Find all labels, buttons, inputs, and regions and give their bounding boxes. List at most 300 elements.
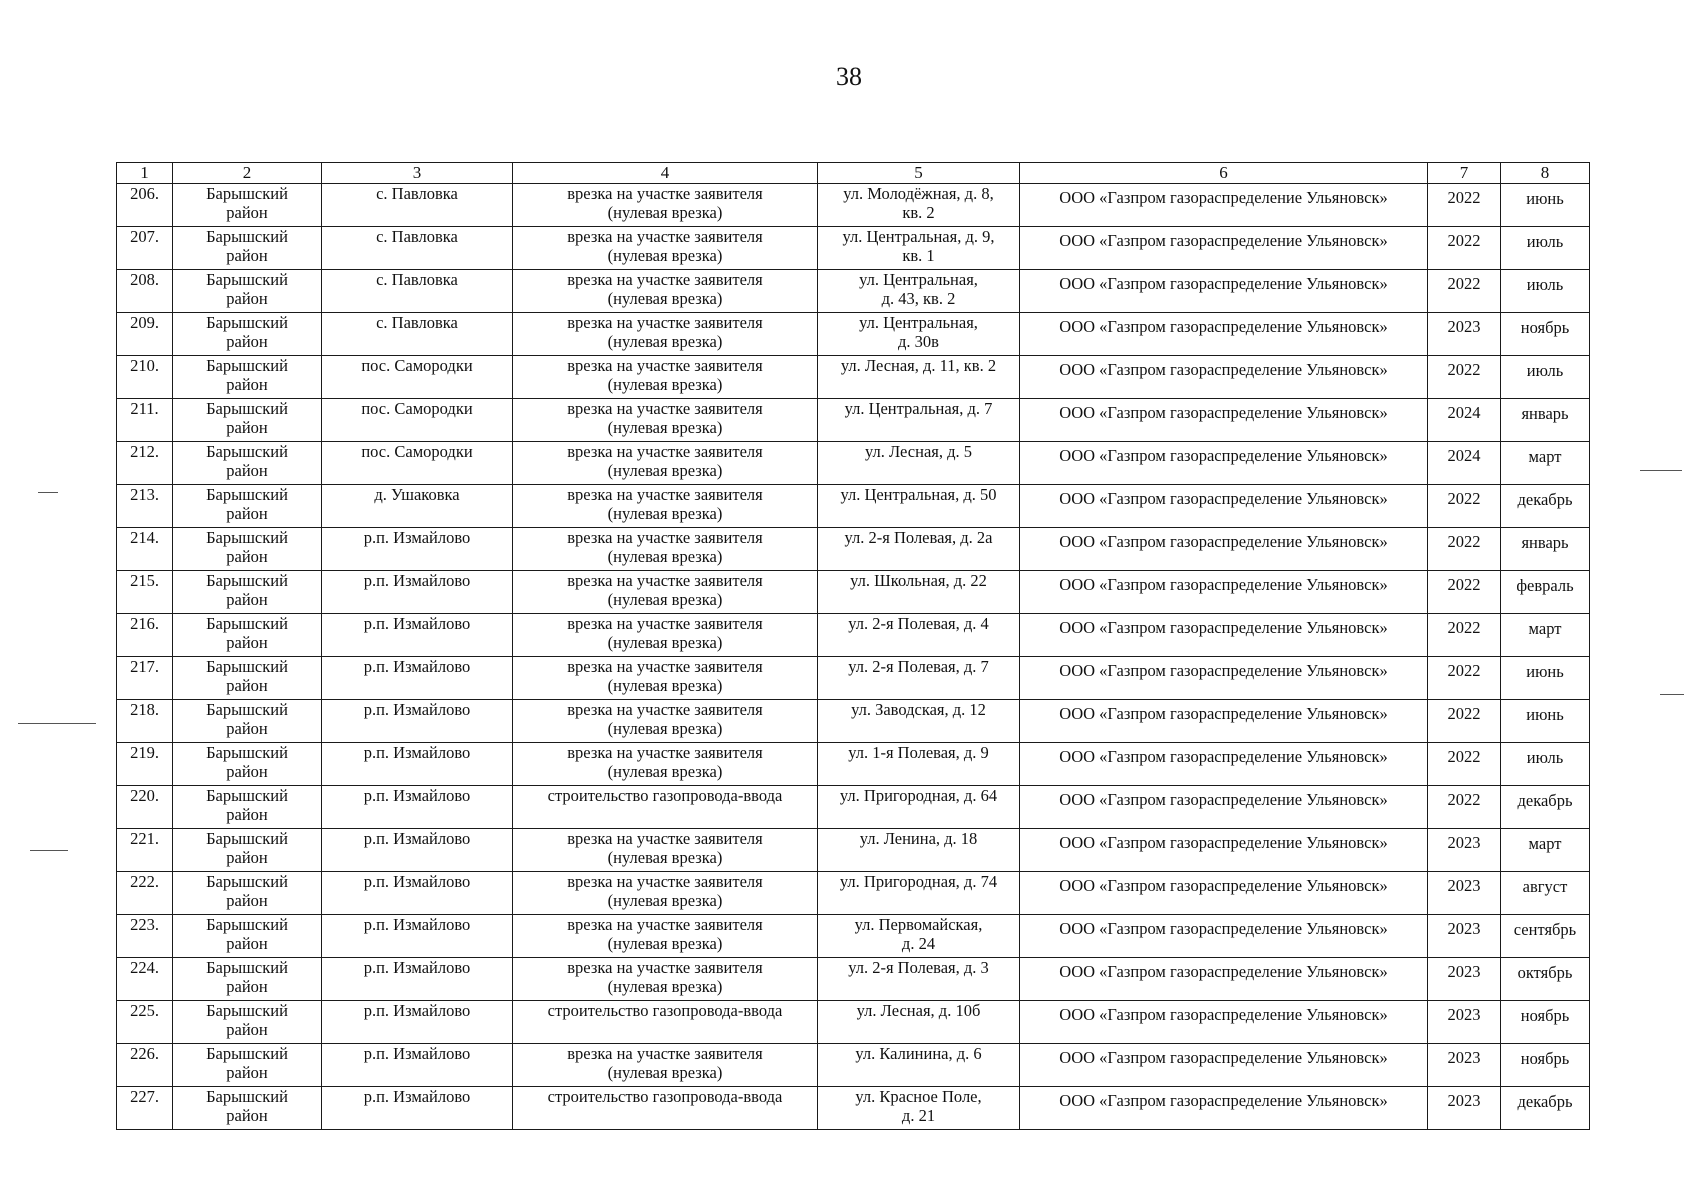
address-line: кв. 1	[902, 246, 935, 265]
work-type-cell	[513, 786, 818, 829]
district-line: Барышский	[206, 227, 288, 246]
address-line: ул. 2-я Полевая, д. 7	[848, 657, 989, 676]
locality: с. Павловка	[376, 184, 458, 203]
row-number: 217.	[130, 657, 159, 676]
district-line: Барышский	[206, 528, 288, 547]
year-cell	[1428, 313, 1501, 356]
address-line: ул. Первомайская,	[854, 915, 983, 934]
district-line: район	[226, 332, 268, 351]
row-number-cell	[117, 399, 173, 442]
locality-cell	[322, 356, 513, 399]
row-number-cell	[117, 700, 173, 743]
locality: р.п. Измайлово	[363, 1087, 471, 1106]
month: июнь	[1526, 662, 1564, 681]
locality: с. Павловка	[376, 313, 458, 332]
row-number: 214.	[130, 528, 159, 547]
locality-cell	[322, 270, 513, 313]
work-type-line: строительство газопровода-ввода	[547, 786, 783, 805]
month: июль	[1526, 361, 1564, 380]
address-cell	[818, 313, 1020, 356]
month-cell	[1501, 442, 1590, 485]
year-cell	[1428, 872, 1501, 915]
work-type-cell	[513, 485, 818, 528]
work-type-line: врезка на участке заявителя	[567, 356, 763, 375]
district-line: Барышский	[206, 313, 288, 332]
year: 2023	[1447, 962, 1481, 981]
organization-cell	[1020, 743, 1428, 786]
locality-cell	[322, 872, 513, 915]
month-cell	[1501, 915, 1590, 958]
district-cell	[173, 829, 322, 872]
locality: р.п. Измайлово	[363, 743, 471, 762]
month: июнь	[1526, 705, 1564, 724]
address-line: ул. Центральная, д. 50	[840, 485, 997, 504]
year-cell	[1428, 657, 1501, 700]
work-type-cell	[513, 227, 818, 270]
address-cell	[818, 485, 1020, 528]
district-line: Барышский	[206, 657, 288, 676]
organization-cell	[1020, 270, 1428, 313]
work-type-line: врезка на участке заявителя	[567, 958, 763, 977]
work-type-line: врезка на участке заявителя	[567, 270, 763, 289]
address-cell	[818, 614, 1020, 657]
table-body	[117, 184, 1590, 1130]
address-cell	[818, 528, 1020, 571]
row-number-cell	[117, 356, 173, 399]
month-cell	[1501, 1001, 1590, 1044]
month: февраль	[1516, 576, 1574, 595]
work-type-line: (нулевая врезка)	[607, 332, 723, 351]
district-cell	[173, 571, 322, 614]
district-line: район	[226, 762, 268, 781]
work-type-line: (нулевая врезка)	[607, 504, 723, 523]
year-cell	[1428, 442, 1501, 485]
district-line: Барышский	[206, 1001, 288, 1020]
organization: ООО «Газпром газораспределение Ульяновск»	[1059, 1048, 1388, 1067]
district-line: Барышский	[206, 958, 288, 977]
district-line: район	[226, 977, 268, 996]
organization-cell	[1020, 571, 1428, 614]
row-number: 219.	[130, 743, 159, 762]
district-line: Барышский	[206, 829, 288, 848]
work-type-cell	[513, 915, 818, 958]
row-number-cell	[117, 227, 173, 270]
work-type-line: (нулевая врезка)	[607, 848, 723, 867]
locality-cell	[322, 1087, 513, 1130]
month: август	[1522, 877, 1568, 896]
row-number: 211.	[130, 399, 159, 418]
work-type-line: (нулевая врезка)	[607, 418, 723, 437]
organization: ООО «Газпром газораспределение Ульяновск»	[1059, 575, 1388, 594]
work-type-line: врезка на участке заявителя	[567, 571, 763, 590]
month-cell	[1501, 1044, 1590, 1087]
address-line: ул. Красное Поле,	[855, 1087, 982, 1106]
address-cell	[818, 571, 1020, 614]
locality-cell	[322, 700, 513, 743]
column-header: 4	[513, 163, 818, 184]
locality-cell	[322, 571, 513, 614]
organization: ООО «Газпром газораспределение Ульяновск»	[1059, 317, 1388, 336]
year: 2022	[1447, 360, 1481, 379]
address-line: ул. Заводская, д. 12	[851, 700, 986, 719]
work-type-line: (нулевая врезка)	[607, 1063, 723, 1082]
locality: пос. Самородки	[361, 399, 473, 418]
year-cell	[1428, 399, 1501, 442]
locality-cell	[322, 485, 513, 528]
locality-cell	[322, 786, 513, 829]
work-type-cell	[513, 1044, 818, 1087]
row-number: 216.	[130, 614, 159, 633]
district-line: Барышский	[206, 743, 288, 762]
work-type-line: (нулевая врезка)	[607, 633, 723, 652]
district-line: район	[226, 246, 268, 265]
organization: ООО «Газпром газораспределение Ульяновск»	[1059, 231, 1388, 250]
table-row	[117, 700, 1590, 743]
month: июль	[1526, 275, 1564, 294]
work-type-line: врезка на участке заявителя	[567, 485, 763, 504]
work-type-line: (нулевая врезка)	[607, 203, 723, 222]
year-cell	[1428, 270, 1501, 313]
organization-cell	[1020, 786, 1428, 829]
address-cell	[818, 743, 1020, 786]
table-row	[117, 485, 1590, 528]
address-cell	[818, 786, 1020, 829]
district-cell	[173, 700, 322, 743]
table-row	[117, 528, 1590, 571]
row-number: 210.	[130, 356, 159, 375]
address-cell	[818, 657, 1020, 700]
work-type-cell	[513, 614, 818, 657]
month: декабрь	[1517, 490, 1573, 509]
address-cell	[818, 399, 1020, 442]
organization: ООО «Газпром газораспределение Ульяновск»	[1059, 747, 1388, 766]
month: март	[1528, 834, 1562, 853]
work-type-cell	[513, 184, 818, 227]
work-type-line: (нулевая врезка)	[607, 461, 723, 480]
address-line: ул. 2-я Полевая, д. 2а	[844, 528, 993, 547]
organization-cell	[1020, 958, 1428, 1001]
locality-cell	[322, 528, 513, 571]
organization-cell	[1020, 1087, 1428, 1130]
work-type-cell	[513, 313, 818, 356]
district-line: Барышский	[206, 270, 288, 289]
district-line: район	[226, 1020, 268, 1039]
district-line: Барышский	[206, 786, 288, 805]
year: 2022	[1447, 274, 1481, 293]
organization-cell	[1020, 700, 1428, 743]
organization-cell	[1020, 829, 1428, 872]
work-type-line: врезка на участке заявителя	[567, 700, 763, 719]
locality: р.п. Измайлово	[363, 528, 471, 547]
organization: ООО «Газпром газораспределение Ульяновск»	[1059, 661, 1388, 680]
district-line: Барышский	[206, 1087, 288, 1106]
year-cell	[1428, 1044, 1501, 1087]
district-line: район	[226, 1106, 268, 1125]
organization-cell	[1020, 227, 1428, 270]
row-number-cell	[117, 1001, 173, 1044]
row-number: 215.	[130, 571, 159, 590]
district-line: район	[226, 418, 268, 437]
district-line: Барышский	[206, 700, 288, 719]
locality: р.п. Измайлово	[363, 915, 471, 934]
month: январь	[1521, 533, 1569, 552]
address-line: ул. 2-я Полевая, д. 4	[848, 614, 989, 633]
table-row	[117, 614, 1590, 657]
work-type-line: врезка на участке заявителя	[567, 399, 763, 418]
address-line: кв. 2	[902, 203, 935, 222]
organization-cell	[1020, 485, 1428, 528]
address-cell	[818, 958, 1020, 1001]
organization-cell	[1020, 313, 1428, 356]
district-line: район	[226, 676, 268, 695]
row-number: 212.	[130, 442, 159, 461]
work-type-line: строительство газопровода-ввода	[547, 1087, 783, 1106]
table-row	[117, 399, 1590, 442]
table-row	[117, 227, 1590, 270]
row-number-cell	[117, 571, 173, 614]
district-cell	[173, 184, 322, 227]
row-number: 225.	[130, 1001, 159, 1020]
month-cell	[1501, 958, 1590, 1001]
locality: р.п. Измайлово	[363, 1044, 471, 1063]
work-type-cell	[513, 399, 818, 442]
year: 2023	[1447, 1091, 1481, 1110]
table-row	[117, 184, 1590, 227]
organization-cell	[1020, 399, 1428, 442]
district-line: Барышский	[206, 915, 288, 934]
work-type-cell	[513, 1087, 818, 1130]
district-cell	[173, 657, 322, 700]
table-row	[117, 571, 1590, 614]
month-cell	[1501, 700, 1590, 743]
month: март	[1528, 447, 1562, 466]
district-cell	[173, 313, 322, 356]
work-type-line: (нулевая врезка)	[607, 934, 723, 953]
year-cell	[1428, 700, 1501, 743]
month-cell	[1501, 657, 1590, 700]
table-row	[117, 1087, 1590, 1130]
work-type-line: врезка на участке заявителя	[567, 227, 763, 246]
work-type-line: (нулевая врезка)	[607, 977, 723, 996]
district-line: район	[226, 461, 268, 480]
column-header: 6	[1020, 163, 1428, 184]
address-line: ул. Лесная, д. 5	[864, 442, 973, 461]
scan-mark	[1660, 694, 1684, 695]
year-cell	[1428, 915, 1501, 958]
organization: ООО «Газпром газораспределение Ульяновск»	[1059, 532, 1388, 551]
row-number-cell	[117, 1044, 173, 1087]
year: 2022	[1447, 532, 1481, 551]
year: 2023	[1447, 1005, 1481, 1024]
locality-cell	[322, 1001, 513, 1044]
row-number: 223.	[130, 915, 159, 934]
address-line: д. 43, кв. 2	[881, 289, 956, 308]
scan-mark	[38, 492, 58, 493]
locality-cell	[322, 313, 513, 356]
locality: р.п. Измайлово	[363, 657, 471, 676]
locality-cell	[322, 829, 513, 872]
address-line: ул. Центральная, д. 7	[844, 399, 993, 418]
organization: ООО «Газпром газораспределение Ульяновск»	[1059, 833, 1388, 852]
work-type-line: (нулевая врезка)	[607, 891, 723, 910]
column-header: 7	[1428, 163, 1501, 184]
header-row	[117, 163, 1590, 184]
month: июль	[1526, 748, 1564, 767]
month-cell	[1501, 528, 1590, 571]
district-line: район	[226, 719, 268, 738]
month-cell	[1501, 743, 1590, 786]
work-type-line: врезка на участке заявителя	[567, 442, 763, 461]
column-header: 3	[322, 163, 513, 184]
year: 2022	[1447, 618, 1481, 637]
table-row	[117, 872, 1590, 915]
row-number: 213.	[130, 485, 159, 504]
address-line: ул. Лесная, д. 11, кв. 2	[840, 356, 997, 375]
month: октябрь	[1517, 963, 1573, 982]
row-number: 224.	[130, 958, 159, 977]
locality-cell	[322, 184, 513, 227]
work-type-line: врезка на участке заявителя	[567, 614, 763, 633]
district-line: район	[226, 590, 268, 609]
district-cell	[173, 399, 322, 442]
locality-cell	[322, 915, 513, 958]
district-cell	[173, 1087, 322, 1130]
address-line: ул. Калинина, д. 6	[855, 1044, 982, 1063]
row-number-cell	[117, 313, 173, 356]
work-type-cell	[513, 829, 818, 872]
district-cell	[173, 872, 322, 915]
scan-mark	[30, 850, 68, 851]
organization-cell	[1020, 872, 1428, 915]
gasification-table	[116, 162, 1590, 1130]
address-line: д. 30в	[898, 332, 939, 351]
district-cell	[173, 786, 322, 829]
row-number-cell	[117, 743, 173, 786]
address-line: ул. Лесная, д. 10б	[856, 1001, 981, 1020]
organization: ООО «Газпром газораспределение Ульяновск»	[1059, 704, 1388, 723]
work-type-cell	[513, 528, 818, 571]
page-number: 38	[836, 62, 862, 91]
district-cell	[173, 270, 322, 313]
organization: ООО «Газпром газораспределение Ульяновск»	[1059, 962, 1388, 981]
work-type-line: (нулевая врезка)	[607, 719, 723, 738]
month-cell	[1501, 270, 1590, 313]
locality: пос. Самородки	[361, 442, 473, 461]
work-type-cell	[513, 356, 818, 399]
district-line: район	[226, 203, 268, 222]
row-number: 208.	[130, 270, 159, 289]
work-type-cell	[513, 958, 818, 1001]
address-cell	[818, 442, 1020, 485]
organization: ООО «Газпром газораспределение Ульяновск»	[1059, 403, 1388, 422]
year-cell	[1428, 1087, 1501, 1130]
month: июль	[1526, 232, 1564, 251]
address-line: д. 24	[901, 934, 936, 953]
work-type-line: (нулевая врезка)	[607, 375, 723, 394]
work-type-line: врезка на участке заявителя	[567, 1044, 763, 1063]
organization-cell	[1020, 184, 1428, 227]
row-number: 226.	[130, 1044, 159, 1063]
locality-cell	[322, 1044, 513, 1087]
district-cell	[173, 958, 322, 1001]
address-line: ул. Центральная, д. 9,	[842, 227, 995, 246]
year-cell	[1428, 829, 1501, 872]
month-cell	[1501, 872, 1590, 915]
organization-cell	[1020, 442, 1428, 485]
column-header: 8	[1501, 163, 1590, 184]
work-type-line: врезка на участке заявителя	[567, 528, 763, 547]
row-number-cell	[117, 786, 173, 829]
year: 2024	[1447, 403, 1481, 422]
row-number: 227.	[130, 1087, 159, 1106]
district-cell	[173, 356, 322, 399]
year-cell	[1428, 227, 1501, 270]
locality: р.п. Измайлово	[363, 958, 471, 977]
organization: ООО «Газпром газораспределение Ульяновск»	[1059, 489, 1388, 508]
address-cell	[818, 184, 1020, 227]
organization: ООО «Газпром газораспределение Ульяновск»	[1059, 360, 1388, 379]
work-type-line: врезка на участке заявителя	[567, 184, 763, 203]
work-type-cell	[513, 872, 818, 915]
row-number-cell	[117, 184, 173, 227]
year-cell	[1428, 356, 1501, 399]
locality-cell	[322, 399, 513, 442]
month-cell	[1501, 313, 1590, 356]
address-line: ул. Молодёжная, д. 8,	[843, 184, 994, 203]
table-row	[117, 743, 1590, 786]
district-line: Барышский	[206, 485, 288, 504]
month: сентябрь	[1513, 920, 1577, 939]
month: декабрь	[1517, 791, 1573, 810]
year: 2023	[1447, 876, 1481, 895]
table-row	[117, 270, 1590, 313]
row-number: 221.	[130, 829, 159, 848]
organization: ООО «Газпром газораспределение Ульяновск»	[1059, 1091, 1388, 1110]
district-line: район	[226, 633, 268, 652]
month-cell	[1501, 356, 1590, 399]
table-row	[117, 657, 1590, 700]
work-type-cell	[513, 700, 818, 743]
organization: ООО «Газпром газораспределение Ульяновск»	[1059, 618, 1388, 637]
locality-cell	[322, 743, 513, 786]
address-cell	[818, 700, 1020, 743]
year: 2023	[1447, 833, 1481, 852]
district-line: Барышский	[206, 442, 288, 461]
year: 2022	[1447, 747, 1481, 766]
year: 2024	[1447, 446, 1481, 465]
year-cell	[1428, 786, 1501, 829]
row-number-cell	[117, 872, 173, 915]
organization: ООО «Газпром газораспределение Ульяновск»	[1059, 446, 1388, 465]
locality-cell	[322, 657, 513, 700]
locality: р.п. Измайлово	[363, 571, 471, 590]
district-line: район	[226, 289, 268, 308]
work-type-line: (нулевая врезка)	[607, 762, 723, 781]
district-cell	[173, 528, 322, 571]
address-line: ул. Пригородная, д. 64	[839, 786, 998, 805]
locality: с. Павловка	[376, 270, 458, 289]
month: ноябрь	[1520, 318, 1570, 337]
work-type-line: врезка на участке заявителя	[567, 313, 763, 332]
month-cell	[1501, 614, 1590, 657]
district-line: Барышский	[206, 614, 288, 633]
work-type-line: врезка на участке заявителя	[567, 657, 763, 676]
table-row	[117, 786, 1590, 829]
district-line: район	[226, 848, 268, 867]
work-type-line: врезка на участке заявителя	[567, 915, 763, 934]
year: 2022	[1447, 489, 1481, 508]
year: 2022	[1447, 790, 1481, 809]
